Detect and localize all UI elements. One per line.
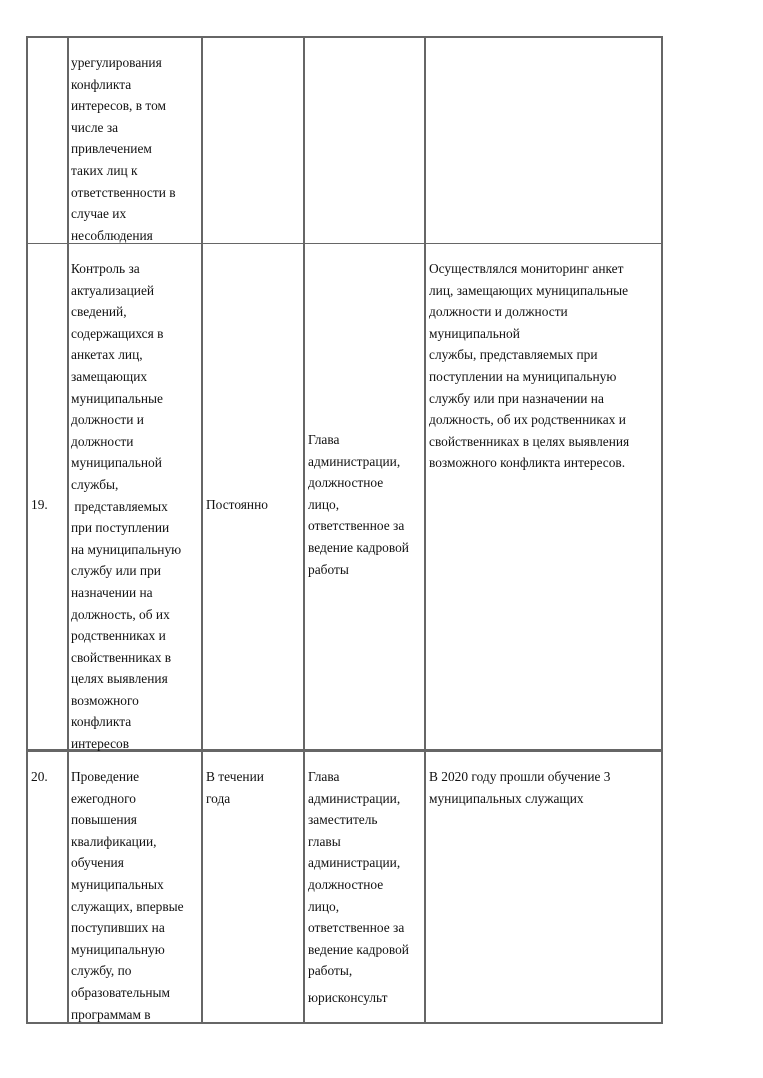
measure-text-line: поступивших на <box>71 920 165 936</box>
result-text-line: службы, представляемых при <box>429 347 598 363</box>
responsible-text-line: работы, <box>308 963 353 979</box>
deadline-text: В течении <box>206 769 264 784</box>
measure-text-line: несоблюдения <box>71 227 153 243</box>
measure-text-line: служащих, впервые <box>71 898 184 914</box>
measure-text-line: числе за <box>71 119 119 135</box>
result-text-line: службу или при назначении на <box>429 390 604 406</box>
deadline-text: Постоянно <box>206 497 268 512</box>
responsible-text-line: заместитель <box>308 812 378 828</box>
measure-text-line: муниципальную <box>71 941 165 957</box>
measure-text-line: родственниках и <box>71 628 166 644</box>
responsible-text-line: ведение кадровой <box>308 539 409 555</box>
measure-text-line: конфликта <box>71 714 132 730</box>
deadline-text: года <box>206 790 231 806</box>
measure-text-line: урегулирования <box>71 55 162 70</box>
row-number: 19. <box>31 497 48 512</box>
result-text-line: возможного конфликта интересов. <box>429 455 626 471</box>
responsible-text-line: лицо, <box>308 496 340 512</box>
measure-text-line: замещающих <box>71 368 148 384</box>
measure-text-line: должности <box>71 433 134 449</box>
responsible-text-line: лицо, <box>308 898 340 914</box>
responsible-text-line: администрации, <box>308 453 401 469</box>
measure-text-line: квалификации, <box>71 833 157 849</box>
deadline-cell <box>203 244 305 749</box>
measure-text-line: содержащихся в <box>71 325 164 341</box>
result-text-line: муниципальной <box>429 325 520 341</box>
measure-text-line: повышения <box>71 812 137 828</box>
measure-text-line: таких лиц к <box>71 162 138 178</box>
measure-text-line: должность, об их <box>71 606 170 622</box>
measure-text-line: интересов <box>71 736 130 752</box>
measure-text-line: ответственности в <box>71 184 176 200</box>
measure-text-line: службу, по <box>71 963 132 979</box>
measure-text-line: привлечением <box>71 141 152 157</box>
measure-text-line: конфликта <box>71 76 132 92</box>
measure-text-line: Контроль за <box>71 261 140 276</box>
result-text-line: В 2020 году прошли обучение 3 <box>429 769 611 784</box>
measure-text-line: муниципальных <box>71 876 164 892</box>
responsible-cell <box>305 752 426 1022</box>
measure-cell <box>69 752 203 1022</box>
table-row <box>26 751 663 1024</box>
result-text-line: должность, об их родственниках и <box>429 412 626 428</box>
responsible-text-line: главы <box>308 833 341 849</box>
measure-text-line: свойственниках в <box>71 649 172 665</box>
row-number-cell <box>28 752 69 1022</box>
responsible-text-line: ответственное за <box>308 920 405 936</box>
measure-text-line: на муниципальную <box>71 541 182 557</box>
deadline-cell <box>203 752 305 1022</box>
measure-text-line: должности и <box>71 412 144 428</box>
responsible-text-line: администрации, <box>308 790 401 806</box>
measure-text-line: при поступлении <box>71 520 170 536</box>
responsible-text-line: Глава <box>308 432 340 447</box>
row-number-cell <box>28 244 69 749</box>
responsible-cell <box>305 38 426 243</box>
responsible-text-line: должностное <box>308 876 384 892</box>
measure-text-line: ежегодного <box>71 790 136 806</box>
responsible-text-line: ответственное за <box>308 518 405 534</box>
measure-text-line: анкетах лиц, <box>71 347 143 363</box>
row-number-cell <box>28 38 69 243</box>
measure-text-line: возможного <box>71 692 139 708</box>
responsible-text-line: юрисконсульт <box>308 989 388 1005</box>
responsible-text-line: работы <box>308 561 349 577</box>
result-text-line: Осуществлялся мониторинг анкет <box>429 261 624 276</box>
measure-text-line: муниципальные <box>71 390 163 406</box>
measure-text-line: представляемых <box>71 498 168 514</box>
measure-text-line: службу или при <box>71 563 161 579</box>
result-text-line: свойственниках в целях выявления <box>429 433 630 449</box>
responsible-text-line: Глава <box>308 769 340 784</box>
measures-table <box>26 36 663 1024</box>
result-text-line: муниципальных служащих <box>429 790 584 806</box>
measure-text-line: обучения <box>71 855 124 871</box>
table-row <box>26 36 663 244</box>
deadline-cell <box>203 38 305 243</box>
result-cell <box>426 752 661 1022</box>
measure-text-line: программам в <box>71 1006 151 1022</box>
result-text-line: лиц, замещающих муниципальные <box>429 282 629 298</box>
measure-text-line: интересов, в том <box>71 98 167 114</box>
responsible-cell <box>305 244 426 749</box>
measure-text-line: актуализацией <box>71 282 155 298</box>
result-text-line: должности и должности <box>429 304 568 320</box>
measure-text-line: Проведение <box>71 769 140 784</box>
measure-cell <box>69 244 203 752</box>
table-row <box>26 244 663 751</box>
measure-text-line: службы, <box>71 476 119 492</box>
row-number: 20. <box>31 769 48 784</box>
responsible-text-line: должностное <box>308 475 384 491</box>
responsible-text-line: администрации, <box>308 855 401 871</box>
result-cell <box>426 38 661 243</box>
measure-text-line: сведений, <box>71 304 127 320</box>
measure-cell <box>69 38 203 243</box>
measure-text-line: назначении на <box>71 584 153 600</box>
measure-text-line: целях выявления <box>71 671 168 687</box>
result-cell <box>426 244 661 749</box>
responsible-text-line: ведение кадровой <box>308 941 409 957</box>
measure-text-line: муниципальной <box>71 455 162 471</box>
measure-text-line: случае их <box>71 206 127 222</box>
result-text-line: поступлении на муниципальную <box>429 368 617 384</box>
measure-text-line: образовательным <box>71 984 171 1000</box>
